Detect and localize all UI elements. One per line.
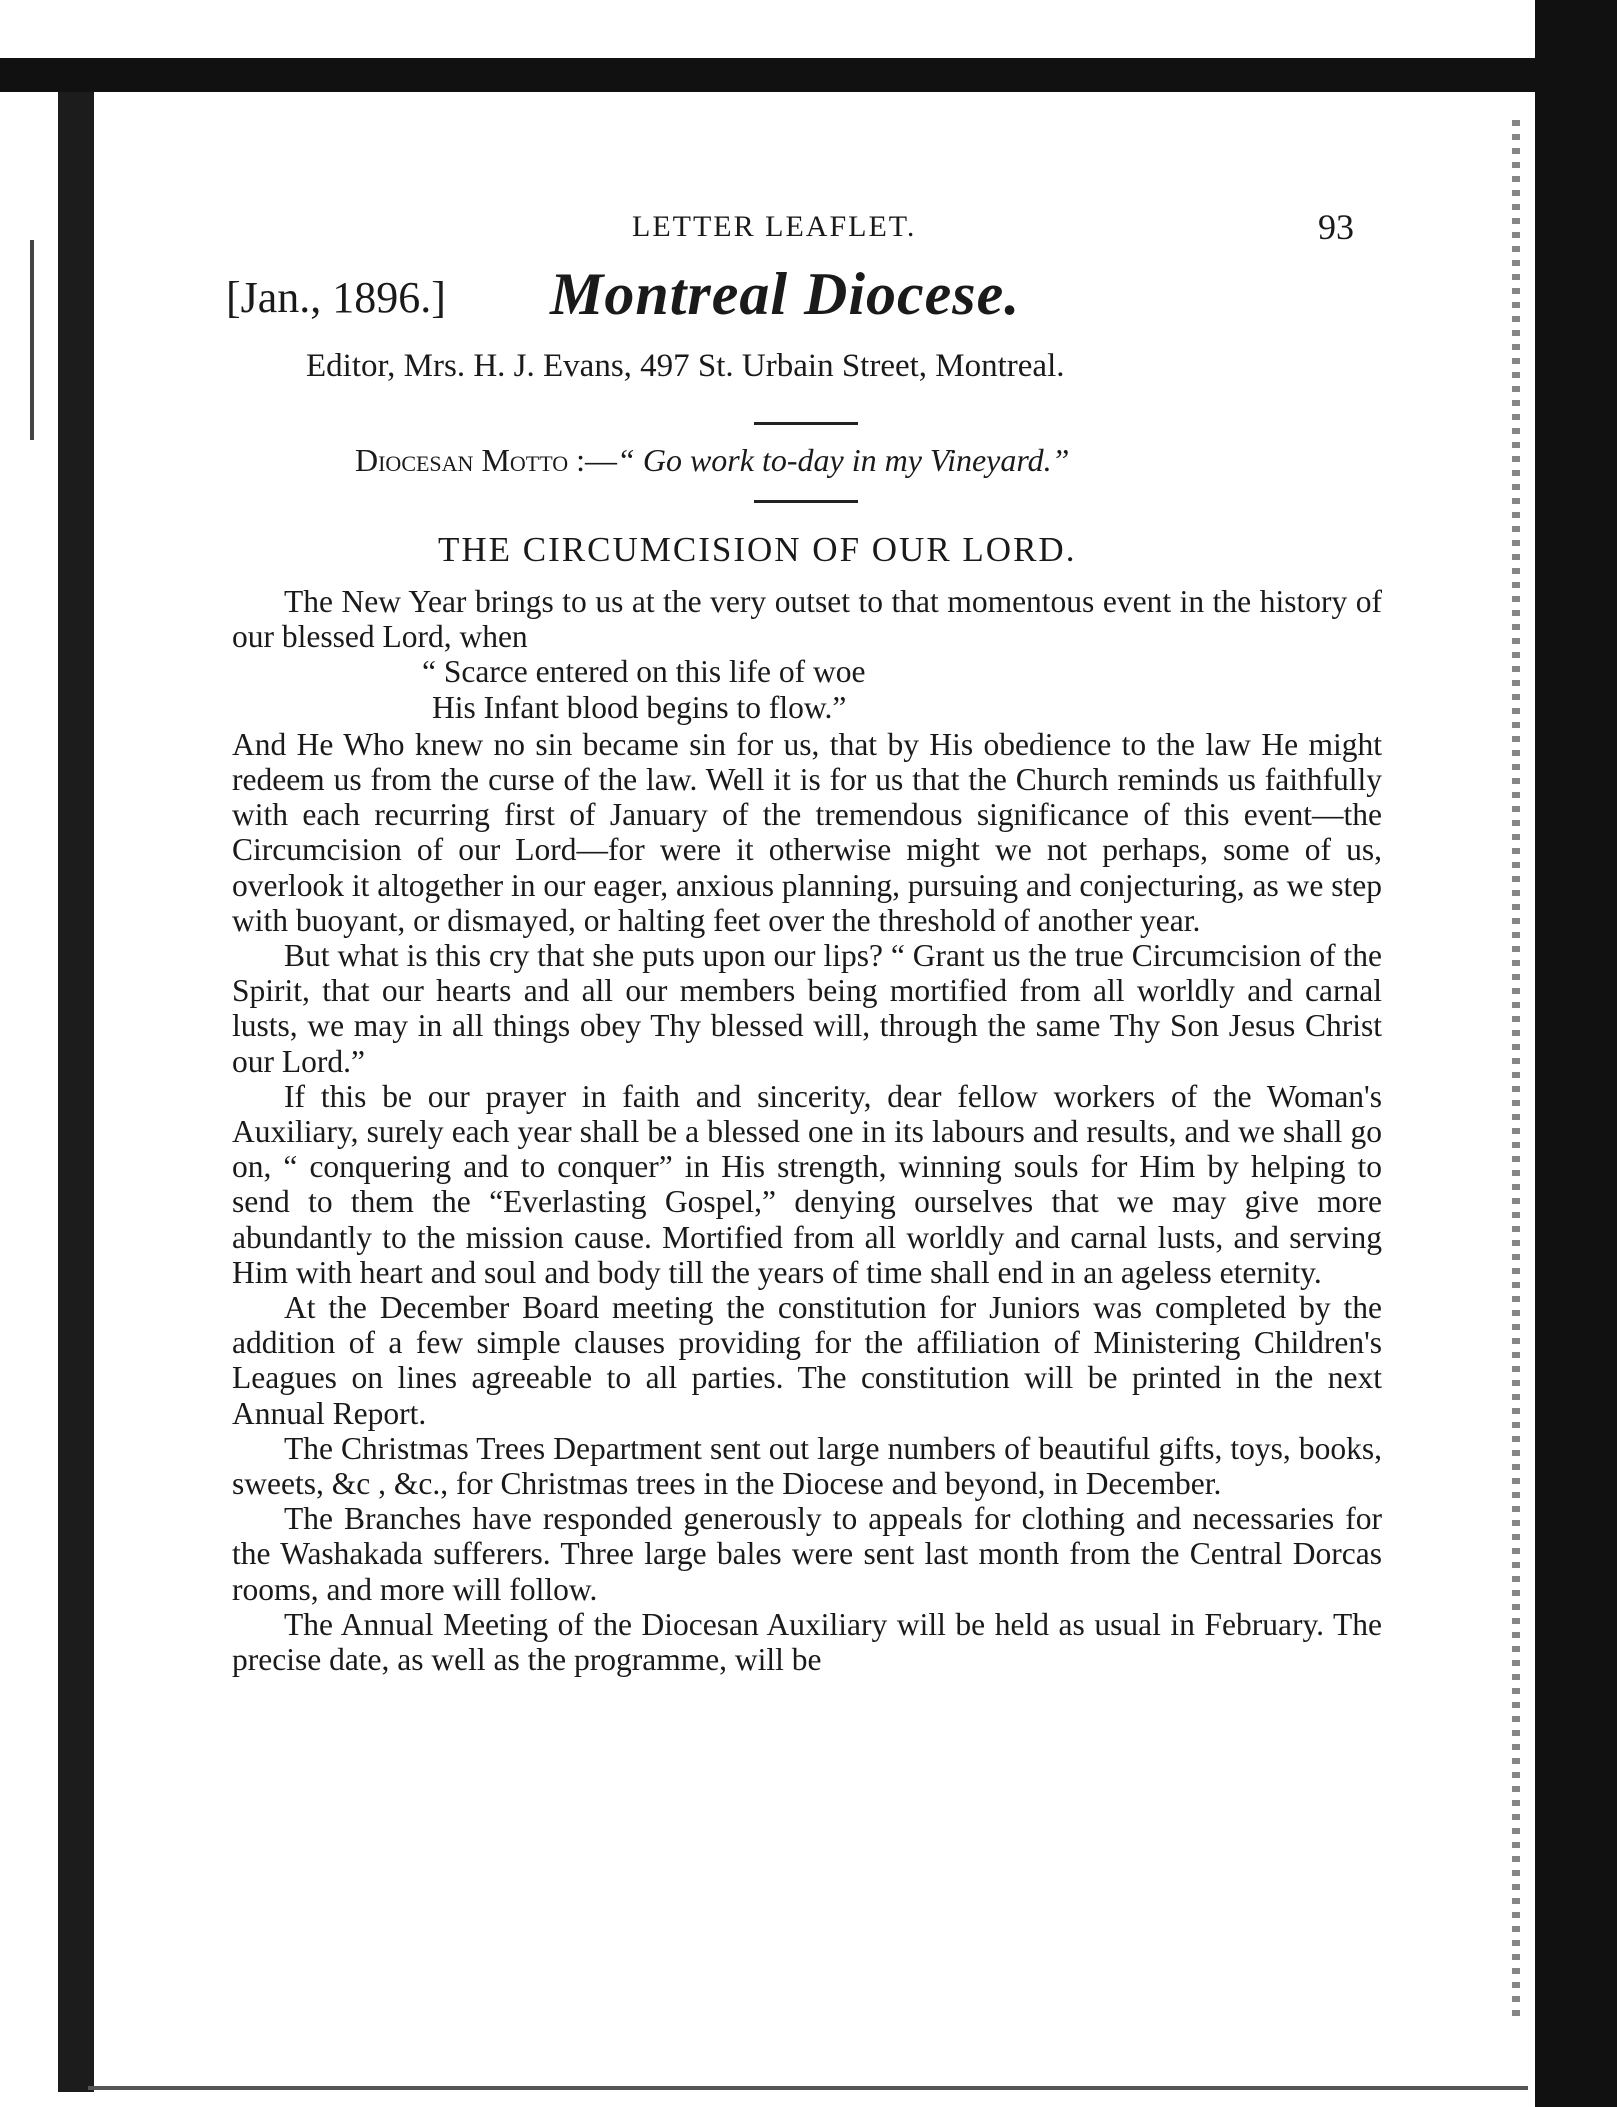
paragraph: But what is this cry that she puts upon our lips? “ Grant us the true Circumcision of the Spirit, that our hearts and all our members being mortified from all worldly and carnal lusts, we may in all things obey Thy blessed will, through the same Thy Son Jesus Christ our Lord.” [232,938,1382,1079]
divider-rule [754,500,858,503]
paragraph: The Branches have responded generously to appeals for clothing and necessaries for the Washakada sufferers. Three large bales were sent last month from the Central Dorcas rooms, and more will follow. [232,1501,1382,1607]
article-title: THE CIRCUMCISION OF OUR LORD. [438,530,1077,569]
scan-mark-left [30,240,34,440]
article-body [232,584,1382,1677]
diocese-title: Montreal Diocese. [550,261,1021,327]
scan-border-top [0,58,1535,92]
issue-date: [Jan., 1896.] [226,273,446,322]
scan-border-bottom [88,2086,1528,2090]
article-intro: The New Year brings to us at the very outset to that momentous event in the history of our blessed Lord, when [232,584,1382,655]
paragraph: If this be our prayer in faith and sincerity, dear fellow workers of the Woman's Auxiliary, surely each year shall be a blessed one in its labours and results, and we shall go on, “ conquering and to conquer” in His strength, winning souls for Him by helping to send to them the “Everlasting Gospel,” denying ourselves that we may give more abundantly to the mission cause. Mortified from all worldly and carnal lusts, and serving Him with heart and soul and body till the years of time shall end in an ageless eternity. [232,1078,1382,1290]
paragraph: And He Who knew no sin became sin for us, that by His obedience to the law He might redeem us from the curse of the law. Well it is for us that the Church reminds us faithfully with each recurring first of January of the tremendous significance of this event—the Circumcision of our Lord—for were it otherwise might we not perhaps, some of us, overlook it altogether in our eager, anxious planning, pursuing and conjecturing, as we step with buoyant, or dismayed, or halting feet over the threshold of another year. [232,726,1382,938]
motto-text: “ Go work to-day in my Vineyard.” [617,442,1070,478]
scan-border-right [1535,0,1617,2107]
paragraph: The Annual Meeting of the Diocesan Auxiliary will be held as usual in February. The precise date, as well as the programme, will be [232,1606,1382,1678]
paragraph: The Christmas Trees Department sent out large numbers of beautiful gifts, toys, books, sweets, &c , &c., for Christmas trees in the Diocese and beyond, in December. [232,1430,1382,1502]
divider-rule [754,422,858,425]
verse-quote [232,654,1382,724]
diocesan-motto [355,442,1069,479]
editor-line: Editor, Mrs. H. J. Evans, 497 St. Urbain Street, Montreal. [306,348,1065,384]
running-head: LETTER LEAFLET. [632,210,917,243]
verse-line: His Infant blood begins to flow.” [432,689,847,725]
paragraph: At the December Board meeting the constitution for Juniors was completed by the addition of a few simple clauses providing for the affiliation of Ministering Children's Leagues on lines agreeable to all parties. The constitution will be printed in the next Annual Report. [232,1290,1382,1431]
motto-label: Diocesan Motto :— [355,442,618,478]
scan-border-left [58,92,94,2092]
scan-edge-right [1512,120,1520,2020]
page-number: 93 [1318,207,1354,247]
verse-line: “ Scarce entered on this life of woe [422,654,866,690]
